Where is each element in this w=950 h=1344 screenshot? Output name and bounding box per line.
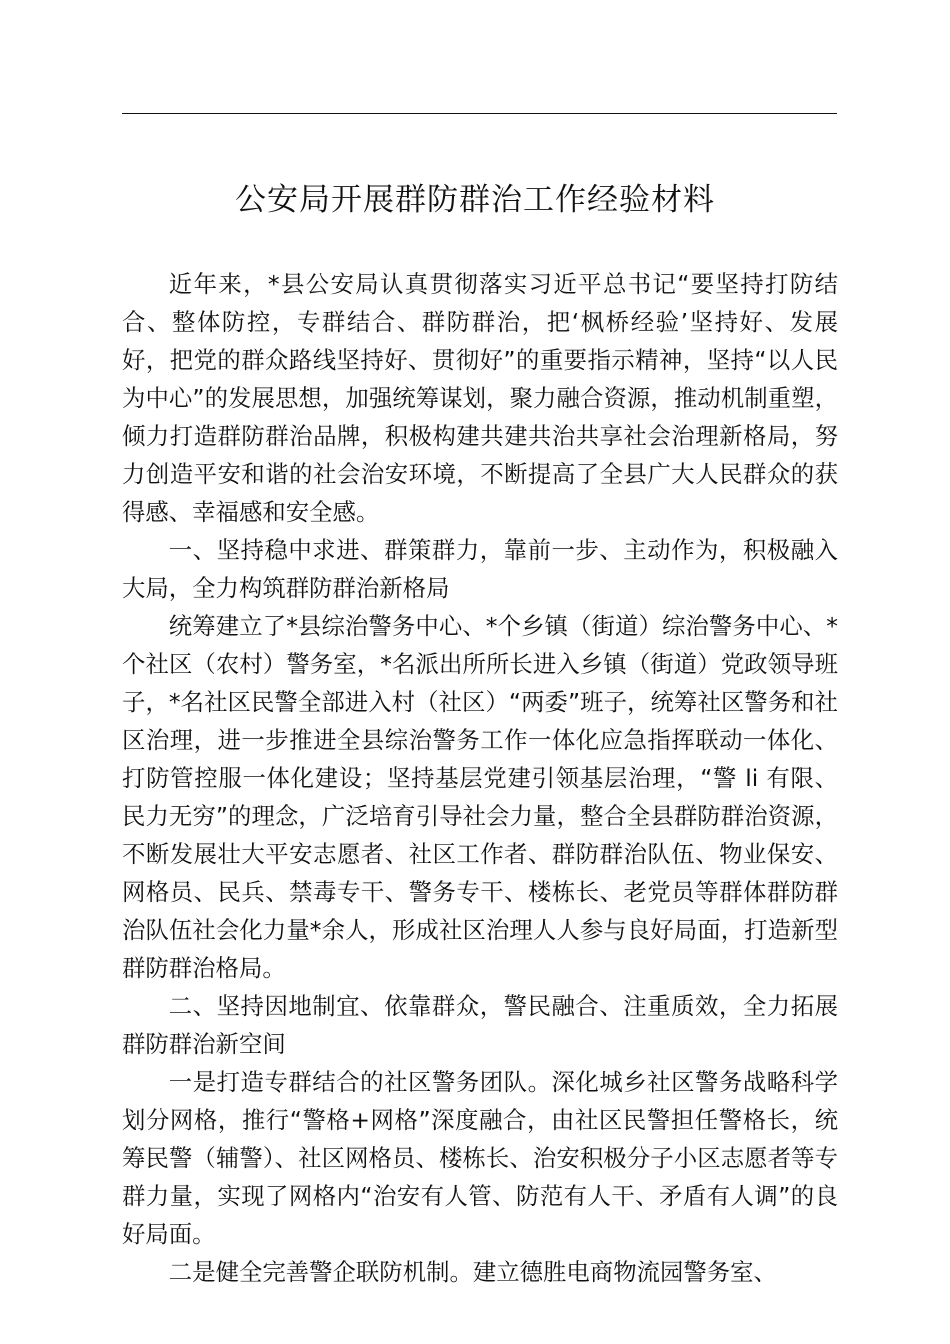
paragraph-item-2: 二是健全完善警企联防机制。建立德胜电商物流园警务室、 xyxy=(168,1258,777,1286)
header-rule xyxy=(122,113,837,114)
section-heading-2: 二、坚持因地制宜、依靠群众，警民融合、注重质效，全力拓展群防群治新空间 xyxy=(122,992,838,1058)
paragraph-section-1: 统筹建立了*县综治警务中心、*个乡镇（街道）综治警务中心、*个社区（农村）警务室，*名派出所所长进入乡镇（街道）党政领导班子，*名社区民警全部进入村（社区）“两委”班子，统筹社区警务和社区治理，进一步推进全县综治警务工作一体化应急指挥联动一体化、打防管控服一体化建设；坚持基层党建引领基层治理，“警 li 有限、民力无穷”的理念，广泛培育引导社会力量，整合全县群防群治资源，不断发展壮大平安志愿者、社区工作者、群防群治队伍、物业保安、网格员、民兵、禁毒专干、警务专干、楼栋长、老党员等群体群防群治队伍社会化力量*余人，形成社区治理人人参与良好局面，打造新型群防群治格局。 xyxy=(122,612,838,982)
section-heading-1: 一、坚持稳中求进、群策群力，靠前一步、主动作为，积极融入大局，全力构筑群防群治新格局 xyxy=(122,536,838,602)
document-body xyxy=(122,265,838,1291)
paragraph-item-1: 一是打造专群结合的社区警务团队。深化城乡社区警务战略科学划分网格，推行“警格+网格”深度融合，由社区民警担任警格长，统筹民警（辅警）、社区网格员、楼栋长、治安积极分子小区志愿者等专群力量，实现了网格内“治安有人管、防范有人干、矛盾有人调”的良好局面。 xyxy=(122,1068,838,1248)
document-title: 公安局开展群防群治工作经验材料 xyxy=(235,182,715,218)
paragraph-intro: 近年来，*县公安局认真贯彻落实习近平总书记“要坚持打防结合、整体防控，专群结合、群防群治，把‘枫桥经验’坚持好、发展好，把党的群众路线坚持好、贯彻好”的重要指示精神，坚持“以人民为中心”的发展思想，加强统筹谋划，聚力融合资源，推动机制重塑，倾力打造群防群治品牌，积极构建共建共治共享社会治理新格局，努力创造平安和谐的社会治安环境，不断提高了全县广大人民群众的获得感、幸福感和安全感。 xyxy=(122,270,838,526)
